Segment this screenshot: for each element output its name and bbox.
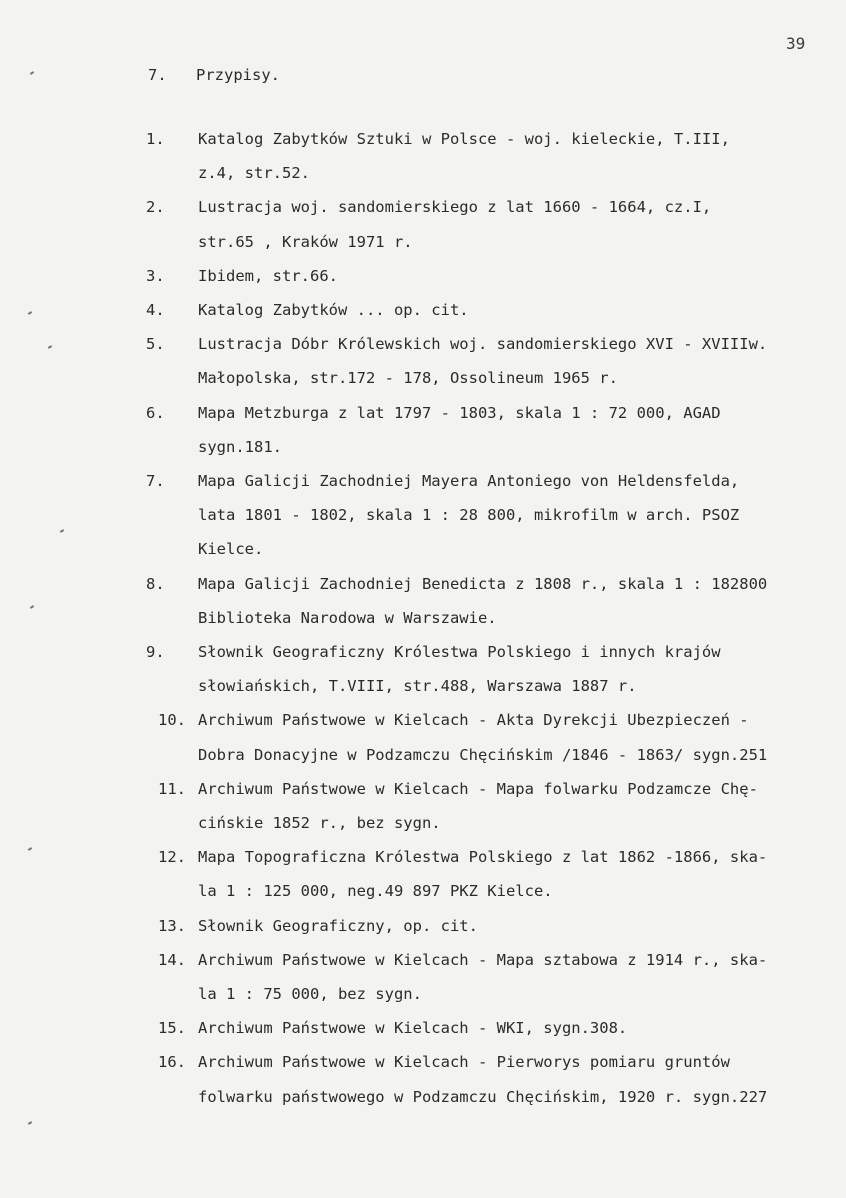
footnote-line: Dobra Donacyjne w Podzamczu Chęcińskim /1846 - 1863/ sygn.251 — [198, 745, 768, 764]
footnote-text — [198, 909, 478, 943]
footnote-text — [198, 327, 767, 395]
footnote-line: Słownik Geograficzny, op. cit. — [198, 916, 478, 935]
footnote-line: z.4, str.52. — [198, 164, 310, 183]
footnote-line: Małopolska, str.172 - 178, Ossolineum 1965 r. — [198, 369, 618, 388]
footnote-number: 6. — [146, 403, 165, 422]
footnote-line: Archiwum Państwowe w Kielcach - Pierworys pomiaru gruntów — [198, 1053, 730, 1072]
footnote-text — [198, 190, 711, 258]
margin-mark — [30, 605, 34, 609]
margin-mark — [28, 311, 32, 315]
footnote-line: Archiwum Państwowe w Kielcach - Mapa folwarku Podzamcze Chę- — [198, 779, 758, 798]
footnote-line: lata 1801 - 1802, skala 1 : 28 800, mikrofilm w arch. PSOZ — [198, 506, 740, 525]
footnote-item — [146, 772, 846, 840]
footnote-line: Lustracja Dóbr Królewskich woj. sandomierskiego XVI - XVIIIw. — [198, 335, 768, 354]
footnote-text — [198, 567, 767, 635]
page-number: 39 — [786, 34, 806, 53]
footnote-number: 1. — [146, 130, 165, 148]
footnote-item — [146, 464, 846, 567]
footnote-item — [146, 909, 846, 943]
footnote-item — [146, 259, 846, 293]
footnote-line: Katalog Zabytków ... op. cit. — [198, 301, 469, 320]
section-title: Przypisy. — [196, 66, 280, 84]
footnote-line: Mapa Metzburga z lat 1797 - 1803, skala 1 : 72 000, AGAD — [198, 403, 721, 422]
footnote-item — [146, 190, 846, 258]
footnote-item — [146, 327, 846, 395]
footnote-item — [146, 943, 846, 1011]
footnote-line: Archiwum Państwowe w Kielcach - WKI, sygn.308. — [198, 1019, 628, 1038]
footnote-line: cińskie 1852 r., bez sygn. — [198, 814, 441, 833]
margin-mark — [48, 345, 52, 349]
footnote-item — [146, 567, 846, 635]
margin-mark — [28, 847, 32, 851]
margin-mark — [28, 1121, 32, 1125]
footnote-text — [198, 464, 739, 567]
footnote-item — [146, 703, 846, 771]
footnote-number: 15. — [158, 1019, 186, 1038]
footnote-line: Biblioteka Narodowa w Warszawie. — [198, 608, 497, 627]
footnote-line: Mapa Galicji Zachodniej Benedicta z 1808 r., skala 1 : 182800 — [198, 574, 768, 593]
footnote-text — [198, 1045, 767, 1113]
footnote-number: 4. — [146, 301, 165, 320]
footnote-line: Mapa Galicji Zachodniej Mayera Antoniego von Heldensfelda, — [198, 472, 740, 491]
footnote-item — [146, 122, 846, 190]
footnote-number: 12. — [158, 848, 186, 867]
footnote-number: 13. — [158, 916, 186, 935]
footnote-line: Kielce. — [198, 540, 264, 559]
footnote-line: la 1 : 75 000, bez sygn. — [198, 985, 422, 1004]
footnote-text — [198, 122, 730, 190]
section-heading — [148, 66, 280, 84]
footnote-line: Lustracja woj. sandomierskiego z lat 1660 - 1664, cz.I, — [198, 198, 712, 217]
footnote-text — [198, 772, 758, 840]
footnote-number: 10. — [158, 711, 186, 730]
footnote-line: Archiwum Państwowe w Kielcach - Mapa sztabowa z 1914 r., ska- — [198, 950, 768, 969]
footnote-item — [146, 293, 846, 327]
footnote-text — [198, 259, 338, 293]
footnote-line: folwarku państwowego w Podzamczu Chęcińskim, 1920 r. sygn.227 — [198, 1087, 768, 1106]
footnote-number: 11. — [158, 779, 186, 798]
footnote-item — [146, 1045, 846, 1113]
footnotes-list — [146, 122, 846, 1114]
footnote-line: słowiańskich, T.VIII, str.488, Warszawa 1887 r. — [198, 677, 637, 696]
footnote-text — [198, 943, 767, 1011]
footnote-number: 2. — [146, 198, 165, 217]
footnote-line: Ibidem, str.66. — [198, 266, 338, 285]
footnote-number: 5. — [146, 335, 165, 354]
footnote-line: str.65 , Kraków 1971 r. — [198, 232, 413, 251]
footnote-line: Słownik Geograficzny Królestwa Polskiego i innych krajów — [198, 643, 721, 662]
footnote-text — [198, 293, 469, 327]
footnote-line: Mapa Topograficzna Królestwa Polskiego z lat 1862 -1866, ska- — [198, 848, 768, 867]
footnote-text — [198, 840, 767, 908]
footnote-number: 9. — [146, 643, 165, 662]
footnote-item — [146, 635, 846, 703]
footnote-text — [198, 635, 721, 703]
footnote-text — [198, 1011, 627, 1045]
footnote-item — [146, 1011, 846, 1045]
footnote-number: 16. — [158, 1053, 186, 1072]
footnote-number: 8. — [146, 574, 165, 593]
footnote-line: la 1 : 125 000, neg.49 897 PKZ Kielce. — [198, 882, 553, 901]
footnote-line: Archiwum Państwowe w Kielcach - Akta Dyrekcji Ubezpieczeń - — [198, 711, 749, 730]
footnote-number: 14. — [158, 950, 186, 969]
margin-mark — [60, 529, 64, 533]
footnote-item — [146, 396, 846, 464]
footnote-number: 3. — [146, 266, 165, 285]
margin-mark — [30, 71, 34, 75]
section-number: 7. — [148, 66, 167, 84]
footnote-line: Katalog Zabytków Sztuki w Polsce - woj. kieleckie, T.III, — [198, 130, 730, 148]
footnote-number: 7. — [146, 472, 165, 491]
footnote-item — [146, 840, 846, 908]
footnote-text — [198, 703, 767, 771]
footnote-text — [198, 396, 721, 464]
footnote-line: sygn.181. — [198, 437, 282, 456]
